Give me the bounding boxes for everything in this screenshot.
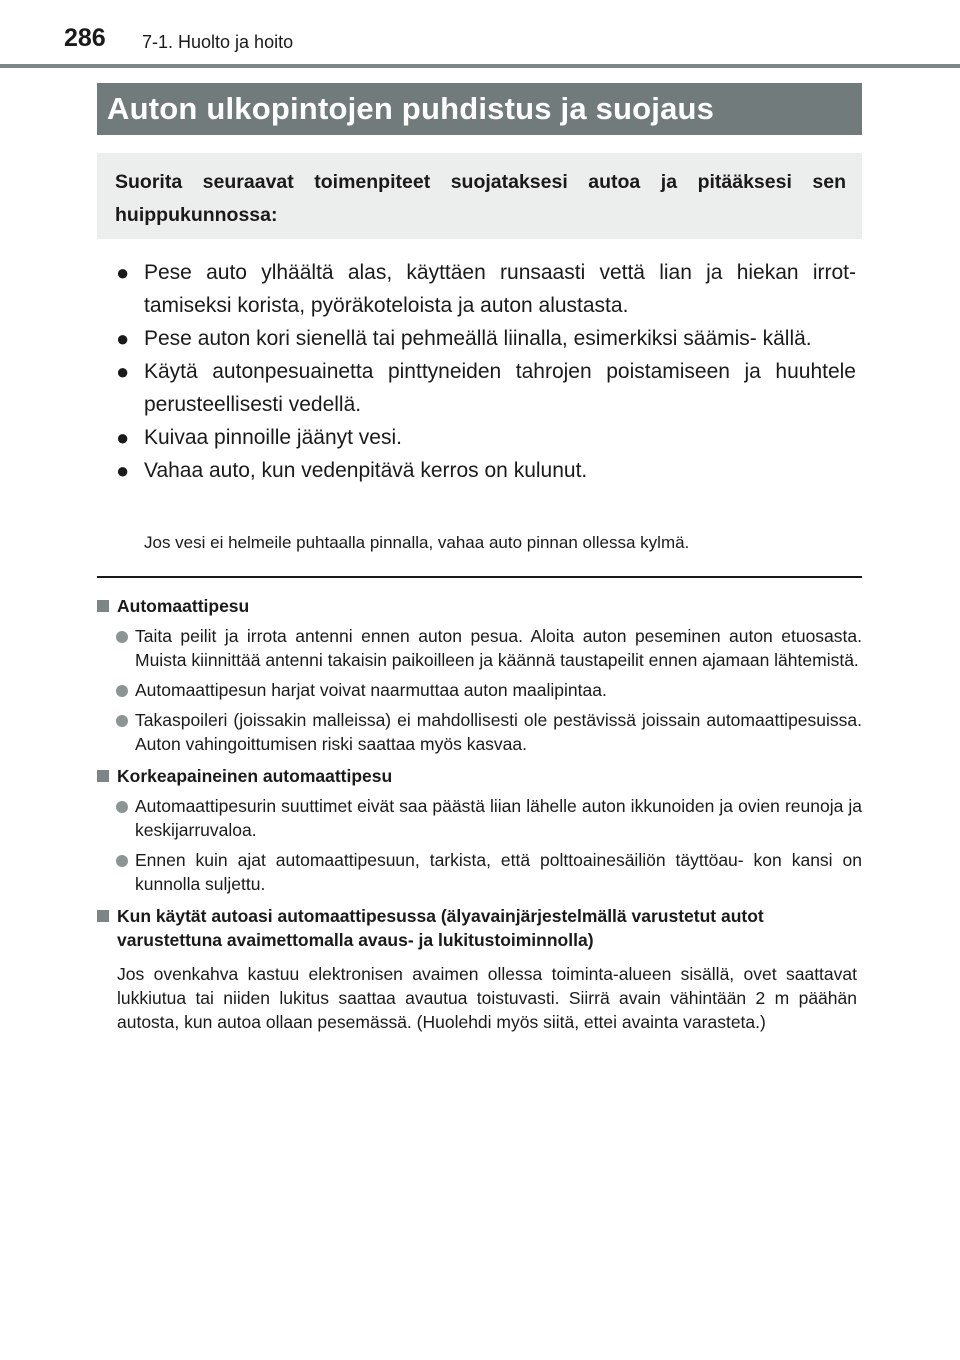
section-heading: [97, 594, 862, 618]
bullet-icon: ●: [116, 425, 130, 450]
bullet-text: Pese auton kori sienellä tai pehmeällä liinalla, esimerkiksi säämis- källä.: [144, 327, 812, 350]
bullet-text: Käytä autonpesuainetta pinttyneiden tahrojen poistamiseen ja huuhtele perusteellisesti vedellä.: [144, 360, 856, 416]
header-rule: [0, 64, 960, 68]
section-heading-text: Automaattipesu: [117, 596, 250, 616]
bullet-text: Pese auto ylhäältä alas, käyttäen runsaasti vettä lian ja hiekan irrot- tamiseksi korista, pyöräkoteloista ja auton alustasta.: [144, 261, 856, 317]
item-text: Takaspoileri (joissakin malleissa) ei mahdollisesti ole pestävissä joissain automaattipesuissa. Auton vahingoittumisen riski saattaa myös kasvaa.: [135, 710, 862, 754]
bullet-icon: ●: [116, 458, 130, 483]
item-text: Taita peilit ja irrota antenni ennen auton pesua. Aloita auton peseminen auton etuosasta. Muista kiinnittää antenni takaisin paikoilleen ja käännä taustapeilit ennen ajamaan lähtemistä.: [135, 626, 862, 670]
square-bullet-icon: [97, 910, 109, 922]
list-item: [116, 421, 856, 454]
section-paragraph: Jos ovenkahva kastuu elektronisen avaimen ollessa toiminta-alueen sisällä, ovet saattavat lukkiutua tai niiden lukitus saattaa avautua toistuvasti. Siirrä avain vähintään 2 m päähän autosta, kun autoa ollaan pesemässä. (Huolehdi myös siitä, ettei avainta varasteta.): [117, 964, 857, 1032]
item-text: Automaattipesurin suuttimet eivät saa päästä liian lähelle auton ikkunoiden ja ovien reunoja ja keskijarruvaloa.: [135, 796, 862, 840]
info-sections: [97, 588, 862, 1034]
bullet-text: Kuivaa pinnoille jäänyt vesi.: [144, 426, 402, 449]
list-item: [116, 322, 856, 355]
list-item: [97, 794, 862, 842]
list-item: [97, 708, 862, 756]
section-divider: [97, 576, 862, 578]
bullet-icon: ●: [116, 326, 130, 351]
section-title: Auton ulkopintojen puhdistus ja suojaus: [97, 83, 862, 135]
section-heading: [97, 764, 862, 788]
bullet-icon: ●: [116, 359, 130, 384]
chapter-title: 7-1. Huolto ja hoito: [142, 32, 294, 52]
circle-bullet-icon: [116, 631, 128, 643]
intro-text: Suorita seuraavat toimenpiteet suojataksesi autoa ja pitääksesi sen huippukunnossa:: [115, 171, 846, 226]
square-bullet-icon: [97, 600, 109, 612]
list-item: [116, 355, 856, 421]
note-text: Jos vesi ei helmeile puhtaalla pinnalla, vahaa auto pinnan ollessa kylmä.: [144, 533, 690, 552]
list-item: [97, 624, 862, 672]
circle-bullet-icon: [116, 855, 128, 867]
page-number: 286: [64, 24, 106, 52]
circle-bullet-icon: [116, 685, 128, 697]
page-header: [0, 0, 960, 70]
square-bullet-icon: [97, 770, 109, 782]
bullet-icon: ●: [116, 260, 130, 285]
bullet-text: Vahaa auto, kun vedenpitävä kerros on kulunut.: [144, 459, 588, 482]
circle-bullet-icon: [116, 715, 128, 727]
list-item: [116, 454, 856, 487]
circle-bullet-icon: [116, 801, 128, 813]
section-heading-text: Korkeapaineinen automaattipesu: [117, 766, 393, 786]
list-item: [97, 678, 862, 702]
item-text: Automaattipesun harjat voivat naarmuttaa auton maalipintaa.: [135, 680, 607, 700]
intro-box: [97, 153, 862, 239]
section-heading-text: Kun käytät autoasi automaattipesussa (älyavainjärjestelmällä varustetut autot varustettuna avaimettomalla avaus- ja lukitustoiminnolla): [117, 906, 764, 950]
item-text: Ennen kuin ajat automaattipesuun, tarkista, että polttoainesäiliön täyttöau- kon kansi on kunnolla suljettu.: [135, 850, 862, 894]
section-heading: [97, 904, 862, 952]
list-item: [116, 256, 856, 322]
bullet-list: [116, 256, 856, 487]
list-item: [97, 848, 862, 896]
